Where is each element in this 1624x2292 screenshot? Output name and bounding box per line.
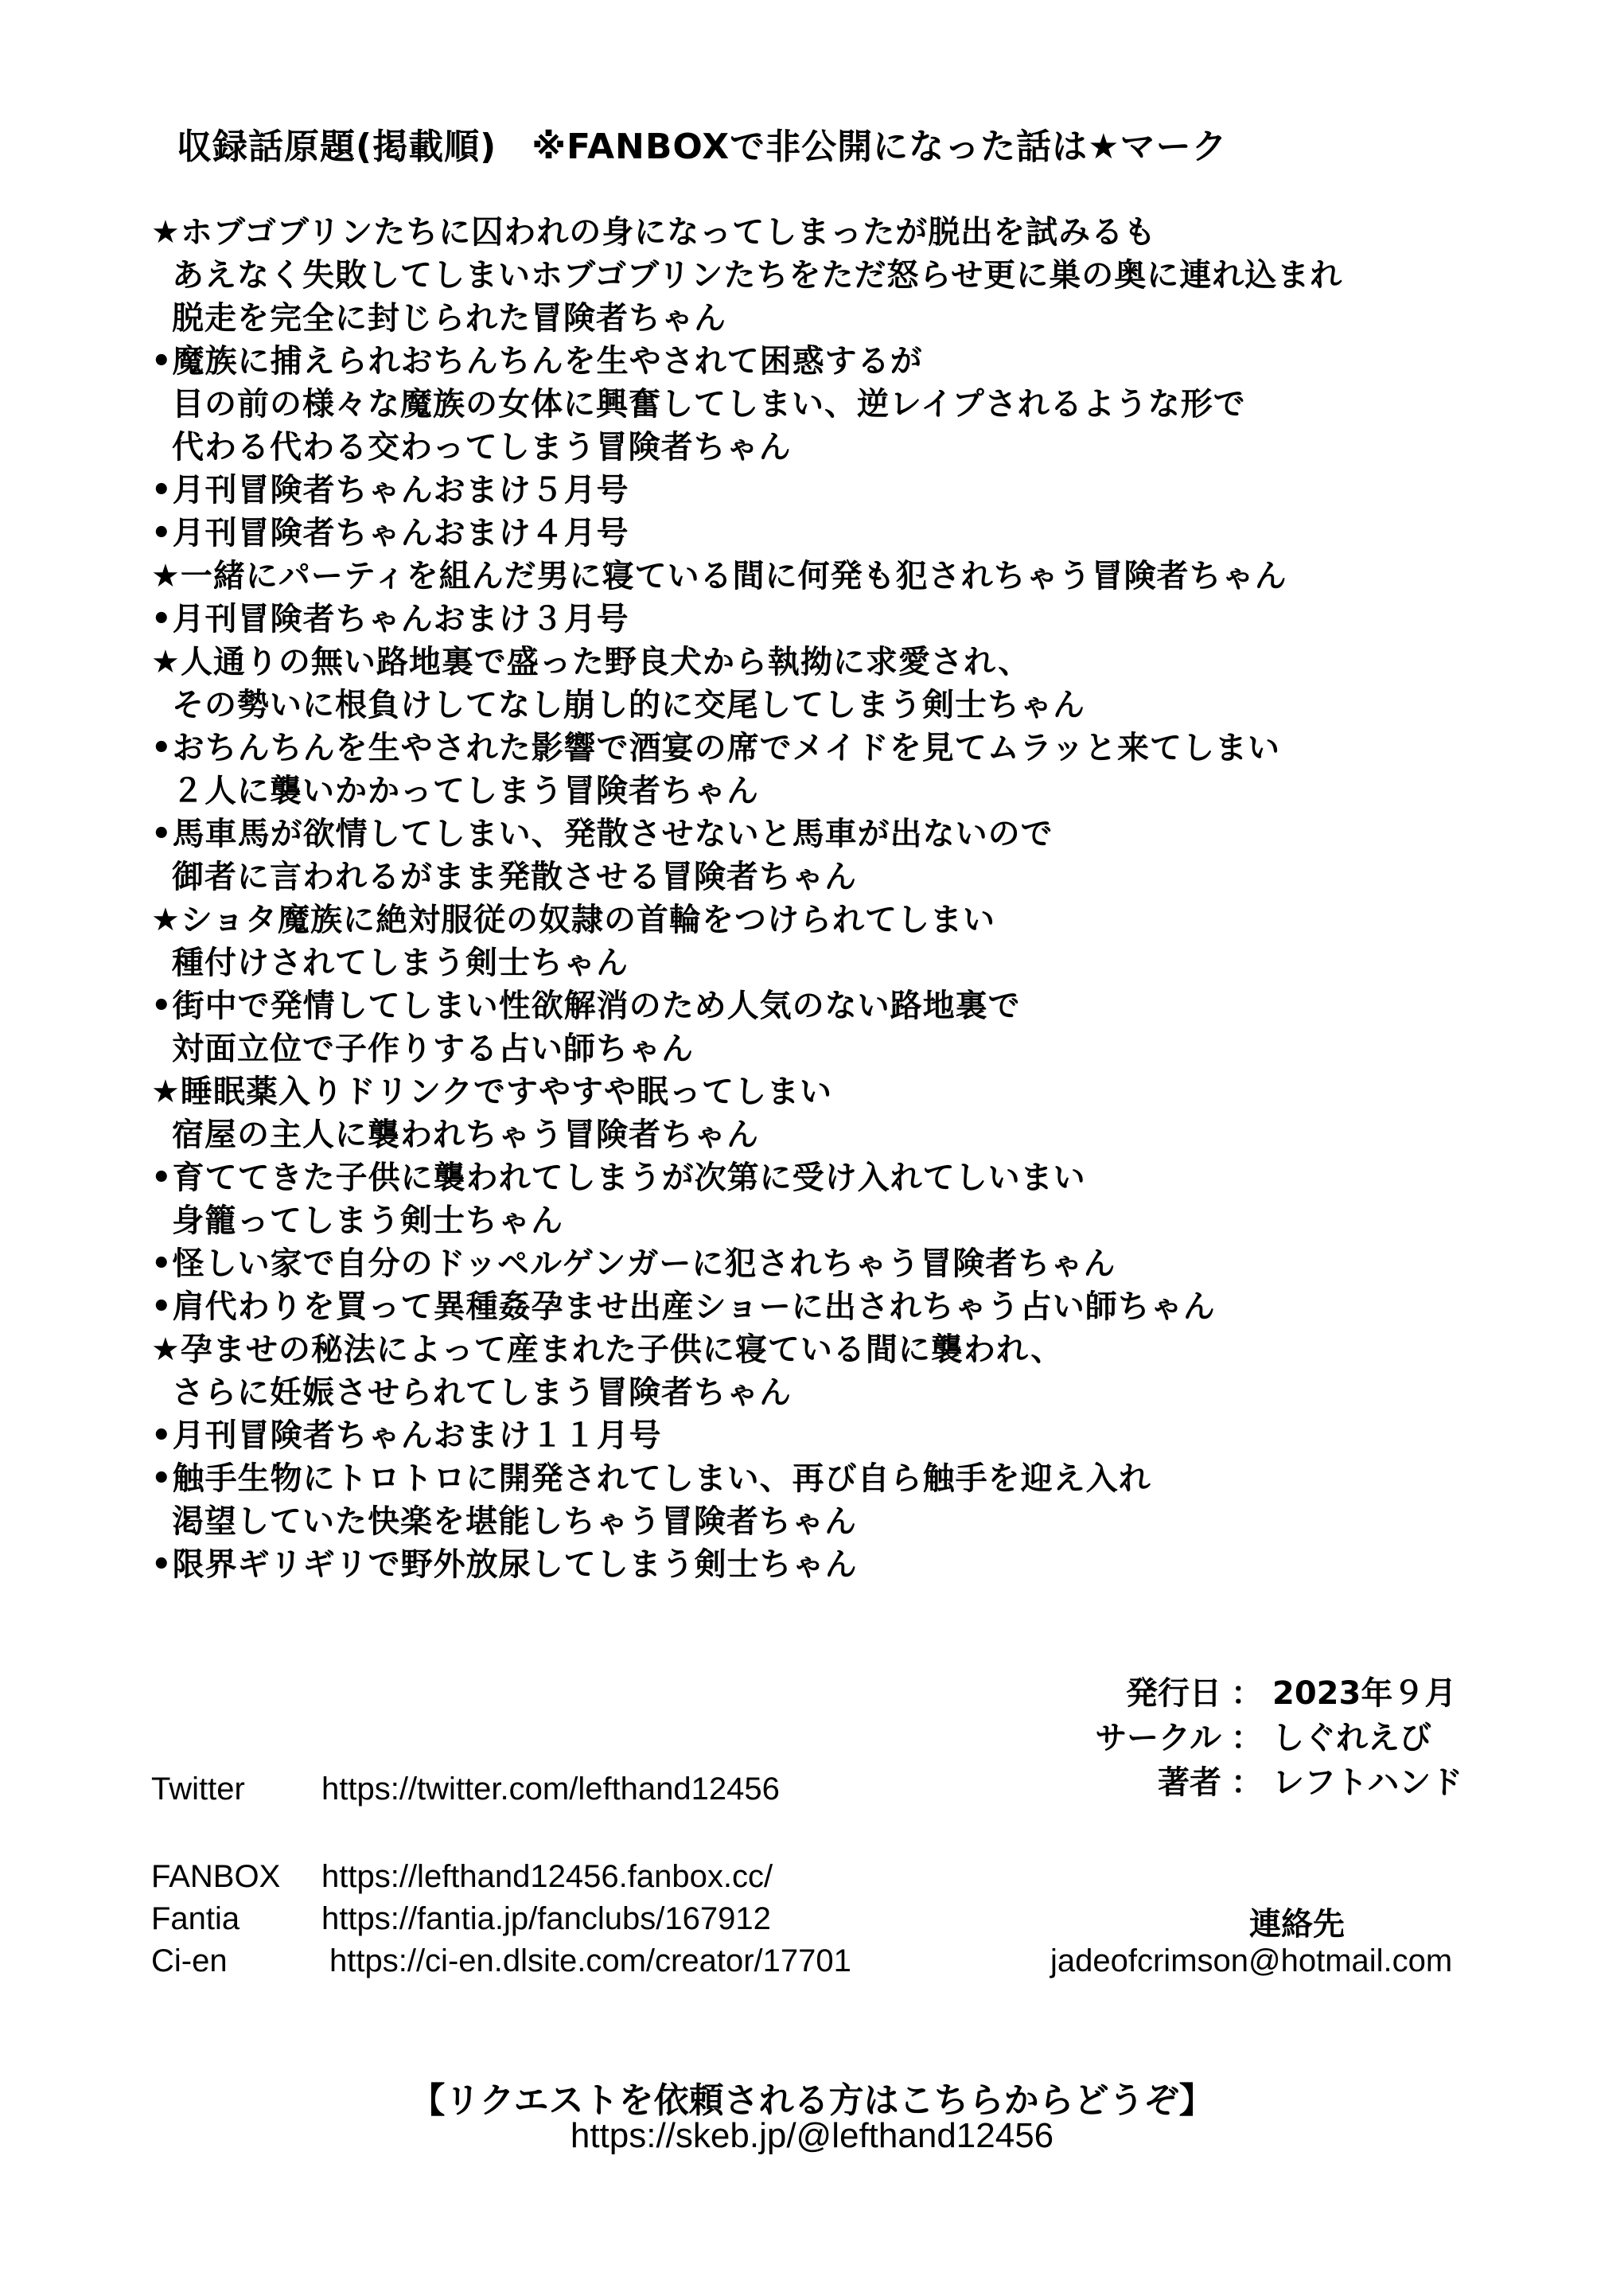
link-row-twitter	[151, 1772, 780, 1807]
contents-line: 代わる代わる交わってしまう冒険者ちゃん	[172, 429, 792, 466]
fantia-label: Fantia	[151, 1901, 240, 1936]
contact-email[interactable]: jadeofcrimson@hotmail.com	[1050, 1943, 1453, 1978]
contents-line: •月刊冒険者ちゃんおまけ１１月号	[151, 1417, 662, 1454]
contents-line: ★睡眠薬入りドリンクですやすや眠ってしまい	[151, 1074, 833, 1110]
date-value: 2023年９月	[1272, 1675, 1457, 1712]
contents-line: •街中で発情してしまい性欲解消のため人気のない路地裏で	[151, 988, 1021, 1024]
fantia-link[interactable]: https://fantia.jp/fanclubs/167912	[321, 1901, 771, 1936]
contents-line: ★ショタ魔族に絶対服従の奴隷の首輪をつけられてしまい	[151, 902, 996, 938]
contents-line: •月刊冒険者ちゃんおまけ４月号	[151, 515, 629, 552]
author-separator: ：	[1231, 1764, 1263, 1801]
contents-line: •おちんちんを生やされた影響で酒宴の席でメイドを見てムラッと来てしまい	[151, 730, 1280, 766]
author-value: レフトハンド	[1272, 1764, 1463, 1801]
author-label: 著者	[1158, 1764, 1221, 1801]
contents-line: 御者に言われるがまま発散させる冒険者ちゃん	[172, 859, 857, 895]
contents-line: 対面立位で子作りする占い師ちゃん	[172, 1031, 694, 1067]
contents-line: ★孕ませの秘法によって産まれた子供に寝ている間に襲われ、	[151, 1331, 1064, 1368]
contents-list	[151, 211, 1342, 1586]
contents-line: 身籠ってしまう剣士ちゃん	[172, 1203, 563, 1239]
circle-separator: ：	[1231, 1720, 1263, 1756]
contents-line: 脱走を完全に封じられた冒険者ちゃん	[172, 300, 726, 337]
fanbox-link[interactable]: https://lefthand12456.fanbox.cc/	[321, 1859, 773, 1894]
date-label: 発行日	[1126, 1675, 1221, 1712]
info-row-author	[1095, 1760, 1476, 1805]
contents-line: •怪しい家で自分のドッペルゲンガーに犯されちゃう冒険者ちゃん	[151, 1245, 1116, 1282]
contents-line: •触手生物にトロトロに開発されてしまい、再び自ら触手を迎え入れ	[151, 1460, 1151, 1497]
contents-line: ★人通りの無い路地裏で盛った野良犬から執拗に求愛され、	[151, 644, 1031, 680]
contents-line: 目の前の様々な魔族の女体に興奮してしまい、逆レイプされるような形で	[172, 386, 1246, 423]
contents-line: ２人に襲いかかってしまう冒険者ちゃん	[172, 773, 759, 809]
contents-line: •魔族に捕えられおちんちんを生やされて困惑するが	[151, 343, 923, 380]
link-row-fantia	[151, 1901, 771, 1937]
circle-value: しぐれえび	[1272, 1720, 1431, 1756]
request-heading: 【リクエストを依頼される方はこちらからどうぞ】	[410, 2080, 1214, 2121]
twitter-label: Twitter	[151, 1772, 245, 1807]
contents-line: 種付けされてしまう剣士ちゃん	[172, 945, 629, 981]
contents-line: ★ホブゴブリンたちに囚われの身になってしまったが脱出を試みるも	[151, 214, 1157, 251]
cien-label: Ci-en	[151, 1943, 228, 1978]
contents-line: 渇望していた快楽を堪能しちゃう冒険者ちゃん	[172, 1503, 857, 1540]
contents-line: その勢いに根負けしてなし崩し的に交尾してしまう剣士ちゃん	[172, 687, 1085, 723]
request-link[interactable]: https://skeb.jp/@lefthand12456	[570, 2116, 1054, 2155]
publication-info	[1095, 1671, 1476, 1805]
page-title	[177, 118, 1228, 169]
date-separator: ：	[1231, 1675, 1263, 1712]
contents-line: あえなく失敗してしまいホブゴブリンたちをただ怒らせ更に巣の奥に連れ込まれ	[172, 257, 1343, 294]
link-row-cien	[151, 1943, 851, 1979]
info-row-date	[1095, 1671, 1476, 1716]
cien-link[interactable]: https://ci-en.dlsite.com/creator/17701	[329, 1943, 851, 1978]
circle-label: サークル	[1095, 1720, 1221, 1756]
fanbox-label: FANBOX	[151, 1859, 281, 1894]
contents-line: •月刊冒険者ちゃんおまけ３月号	[151, 601, 629, 637]
contents-line: さらに妊娠させられてしまう冒険者ちゃん	[172, 1374, 792, 1411]
contents-line: •馬車馬が欲情してしまい、発散させないと馬車が出ないので	[151, 816, 1053, 852]
title-note: ※FANBOXで非公開になった話は★マーク	[532, 127, 1228, 167]
contents-line: 宿屋の主人に襲われちゃう冒険者ちゃん	[172, 1117, 759, 1153]
contents-line: •限界ギリギリで野外放尿してしまう剣士ちゃん	[151, 1546, 858, 1583]
contents-line: •育ててきた子供に襲われてしまうが次第に受け入れてしいまい	[151, 1160, 1086, 1196]
contact-label: 連絡先	[1249, 1906, 1345, 1943]
twitter-link[interactable]: https://twitter.com/lefthand12456	[321, 1772, 780, 1807]
link-row-fanbox	[151, 1859, 773, 1895]
contents-line: ★一緒にパーティを組んだ男に寝ている間に何発も犯されちゃう冒険者ちゃん	[151, 558, 1287, 594]
info-row-circle	[1095, 1716, 1476, 1760]
contents-line: •肩代わりを買って異種姦孕ませ出産ショーに出されちゃう占い師ちゃん	[151, 1288, 1216, 1325]
title-text: 収録話原題(掲載順)	[177, 127, 497, 167]
contents-line: •月刊冒険者ちゃんおまけ５月号	[151, 472, 629, 509]
